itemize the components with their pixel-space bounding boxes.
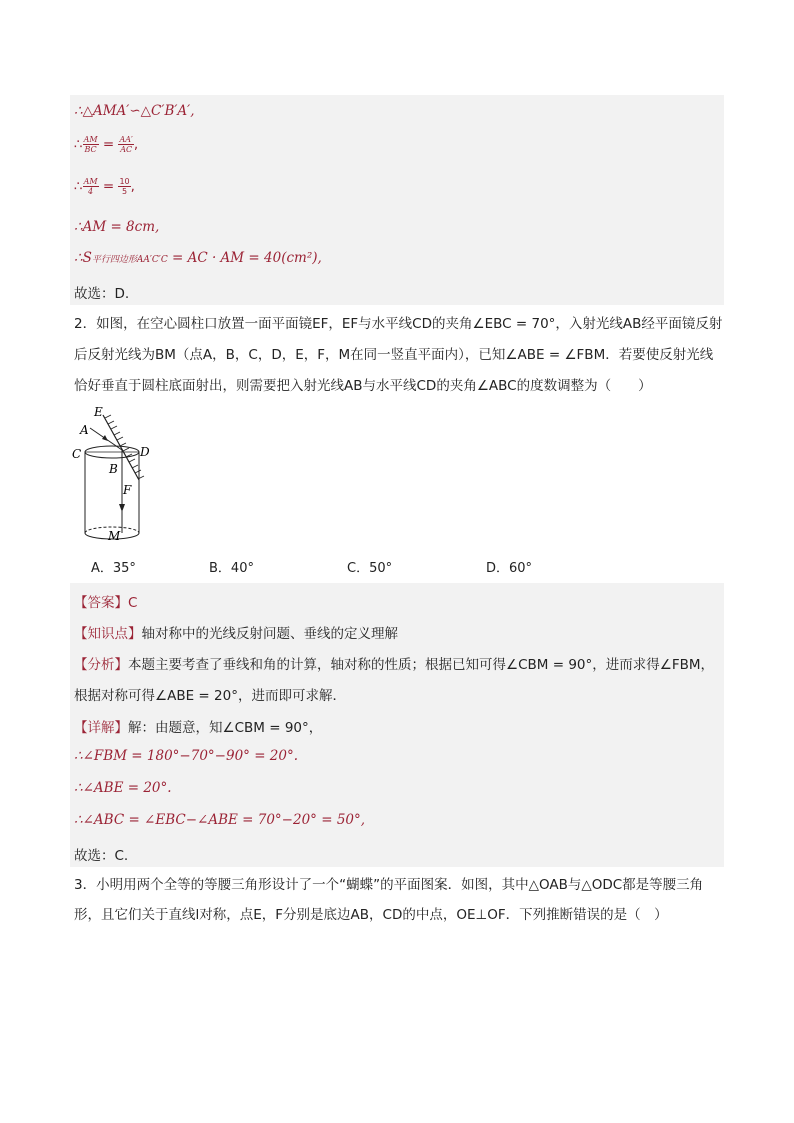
fraction-line: ∴ $\frac{AM}{BC}$ = $\frac{AA'}{AC}$ , xyxy=(74,135,139,154)
cylinder-mirror-figure xyxy=(60,400,170,548)
step-line: ∴∠ABC = ∠EBC−∠ABE = 70°−20° = 50°, xyxy=(74,812,366,828)
label-C: C xyxy=(72,447,82,461)
option-a: A．35° xyxy=(91,561,136,576)
label-M: M xyxy=(108,529,121,543)
option-b: B．40° xyxy=(209,561,254,576)
knowledge-line: 【知识点】轴对称中的光线反射问题、垂线的定义理解 xyxy=(74,626,398,642)
solution-block-2 xyxy=(70,583,724,867)
option-c: C．50° xyxy=(347,561,393,576)
step-line: ∴∠ABE = 20°. xyxy=(74,780,172,796)
solution-block-1 xyxy=(70,95,724,305)
solution-line: ∴S平行四边形AA′C′C = AC · AM = 40(cm²), xyxy=(74,250,322,266)
label-D: D xyxy=(140,445,150,459)
label-A: A xyxy=(80,423,89,437)
analysis-line: 【分析】本题主要考查了垂线和角的计算，轴对称的性质；根据已知可得∠CBM = 90°，进而求得∠FBM， xyxy=(74,657,715,673)
solution-line: ∴AM = 8cm, xyxy=(74,219,160,235)
answer-line: 【答案】C xyxy=(74,595,138,611)
question-2-line: 2．如图，在空心圆柱口放置一面平面镜EF，EF与水平线CD的夹角∠EBC = 70°，入射光线AB经平面镜反射 xyxy=(74,316,723,332)
label-B: B xyxy=(109,462,118,476)
solution-line: ∴△AMA′∽△C′B′A′, xyxy=(74,103,195,119)
fraction-line: ∴ $\frac{AM}{4}$ = $\frac{10}{5}$ , xyxy=(74,177,135,196)
choice-line: 故选：C. xyxy=(74,848,129,864)
label-F: F xyxy=(123,483,132,497)
choice-line: 故选：D. xyxy=(74,286,130,302)
question-3-line: 形，且它们关于直线l对称，点E，F分别是底边AB，CD的中点，OE⊥OF．下列推断错误的是（ ） xyxy=(74,907,668,923)
question-2-line: 后反射光线为BM（点A，B，C，D，E，F，M在同一竖直平面内），已知∠ABE = ∠FBM．若要使反射光线 xyxy=(74,347,714,363)
step-line: ∴∠FBM = 180°−70°−90° = 20°. xyxy=(74,748,299,764)
question-3-line: 3．小明用两个全等的等腰三角形设计了一个“蝴蝶”的平面图案．如图，其中△OAB与△ODC都是等腰三角 xyxy=(74,877,704,893)
detail-line: 【详解】解：由题意，知∠CBM = 90°， xyxy=(74,720,323,736)
question-2-line: 恰好垂直于圆柱底面射出，则需要把入射光线AB与水平线CD的夹角∠ABC的度数调整为（ ） xyxy=(74,378,652,394)
analysis-line: 根据对称可得∠ABE = 20°，进而即可求解． xyxy=(74,688,346,704)
label-E: E xyxy=(94,405,103,419)
option-d: D．60° xyxy=(486,561,533,576)
